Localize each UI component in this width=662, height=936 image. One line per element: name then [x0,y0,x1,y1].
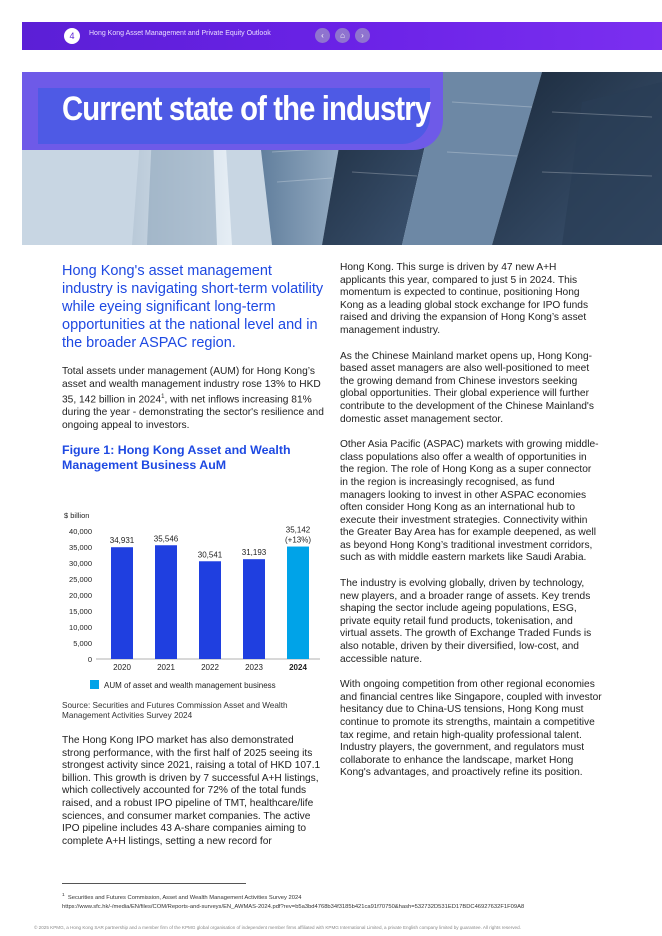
aum-paragraph [62,366,324,432]
y-tick-label: 5,000 [73,639,92,648]
y-tick-label: 40,000 [69,527,92,536]
data-label-change-2024: (+13%) [284,535,312,545]
data-label-2024: 35,142 [285,525,311,535]
bar-2021 [155,545,177,659]
footnote-link[interactable]: https://www.sfc.hk/-/media/EN/files/COM/Reports-and-surveys/EN_AWMAS-2024.pdf?rev=b5a3bd4768b34f3185b421ca91f70750&hash=532732D531ED17BDC46927632F1F09A8 [62,903,525,910]
home-button[interactable] [335,28,350,43]
x-tick-label-2023: 2023 [245,663,263,672]
footnote [62,891,524,912]
lead-paragraph: Hong Kong's asset management industry is navigating short-term volatility while eyeing significant long-term opportunities at the national level and in the broader ASPAC region. [62,263,324,351]
page-number: 4 [64,28,80,44]
trends-paragraph: The industry is evolving globally, driven by technology, new players, and a broader range of assets. Key trends shaping the sector include ageing populations, ESG, private equity retail fund products, tokenisation, and virtual assets. The growth of Exchange Traded Funds is also notable, driven by their diversified, low-cost, and accessible nature. [340,578,592,665]
legend-swatch [90,680,99,689]
top-header-bar [22,22,662,50]
aspac-paragraph: Other Asia Pacific (ASPAC) markets with growing middle-class populations also offer a wealth of opportunities in the region. The role of Hong Kong as a super connector in the region is increasingly recognised, as fund managers looking to invest in other ASPAC economies often consider Hong Kong as an international hub to execute their investment strategies. Connectivity within the Greater Bay Area has for example deepened, as well as beyond Hong Kong’s traditional investment corridors, such as with middle eastern markets like Saudi Arabia. [340,439,599,564]
x-tick-label-2022: 2022 [201,663,219,672]
next-page-button[interactable] [355,28,370,43]
bar-2023 [243,559,265,659]
bar-2022 [199,561,221,659]
aum-paragraph-text-end: , with net inflows increasing 81% during the year - demonstrating the sector's resilience and ongoing appeal to investors. [62,394,324,431]
y-tick-label: 10,000 [69,623,92,632]
footnote-citation [62,891,524,903]
footnote-number: 1 [62,893,65,898]
copyright-notice: © 2025 KPMG, a Hong Kong SAR partnership and a member firm of the KPMG global organisation of independent member firms affiliated with KPMG International Limited, a private English company limited by guarantee. All rights reserved. [34,925,521,930]
left-column-top [62,262,324,473]
data-label-2021: 35,546 [153,534,179,544]
home-icon: ⌂ [340,31,345,40]
footnote-divider [62,883,246,884]
aum-paragraph-text: Total assets under management (AUM) for Hong Kong’s asset and wealth management industry rose 13% to HKD 35, 142 billion in 2024 [62,366,321,406]
data-label-2020: 34,931 [109,536,135,546]
chevron-right-icon: › [361,31,364,40]
data-label-2022: 30,541 [197,550,223,560]
y-tick-label: 25,000 [69,575,92,584]
chart-source: Source: Securities and Futures Commission Asset and Wealth Management Activities Survey 2024 [62,701,288,720]
legend-label: AUM of asset and wealth management business [104,681,276,690]
y-tick-label: 30,000 [69,559,92,568]
y-tick-label: 20,000 [69,591,92,600]
footnote-reference[interactable]: 1 [161,394,165,401]
bar-2020 [111,547,133,659]
left-column-bottom [62,701,324,848]
competition-paragraph: With ongoing competition from other regional economies and financial centres like Singapore, coupled with investor hesitancy due to China-US tensions, Hong Kong must continue to promote its strengths, maintain a competitive tax regime, and retain high-quality professional talent. Industry players, the government, and regulators must collaborate to enhance the landscape, market Hong Kong's advantages, and proactively refine its position. [340,679,602,779]
data-label-2023: 31,193 [241,548,267,558]
chevron-left-icon: ‹ [321,31,324,40]
report-title: Hong Kong Asset Management and Private Equity Outlook [89,30,271,37]
x-tick-label-2024: 2024 [289,663,307,672]
x-tick-label-2021: 2021 [157,663,175,672]
aum-bar-chart [62,508,332,698]
x-tick-label-2020: 2020 [113,663,131,672]
ipo-continuation-paragraph: Hong Kong. This surge is driven by 47 new A+H applicants this year, compared to just 5 in 2024. This momentum is expected to continue, positioning Hong Kong as a leading global stock exchange for IPO funds raised and driving the expansion of Hong Kong’s asset management industry. [340,262,589,336]
y-tick-label: 15,000 [69,607,92,616]
mainland-paragraph: As the Chinese Mainland market opens up, Hong Kong-based asset managers are also well-positioned to meet the growing demand from Chinese investors seeking global opportunities. Their global experience will further contribute to the development of the Chinese Mainland's domestic asset management sector. [340,350,594,425]
bar-2024 [287,547,309,659]
right-column [340,262,602,780]
ipo-paragraph: The Hong Kong IPO market has also demonstrated strong performance, with the first half of 2025 seeing its strongest activity since 2021, raising a total of HKD 107.1 billion. This growth is driven by 7 successful A+H listings, which collectively accounted for 72% of the total funds raised, and a robust IPO pipeline of TMT, healthcare/life sciences, and consumer market companies. The active IPO pipeline includes 43 A-share companies aiming to complete A+H listings, setting a new record for [62,735,321,847]
y-axis-label: $ billion [64,511,90,520]
figure-title: Figure 1: Hong Kong Asset and Wealth Management Business AuM [62,443,291,473]
previous-page-button[interactable] [315,28,330,43]
footnote-source: Securities and Futures Commission, Asset and Wealth Management Activities Survey 2024 [67,894,302,901]
y-tick-label: 35,000 [69,543,92,552]
y-tick-label: 0 [87,655,92,664]
page-title: Current state of the industry [62,90,431,128]
